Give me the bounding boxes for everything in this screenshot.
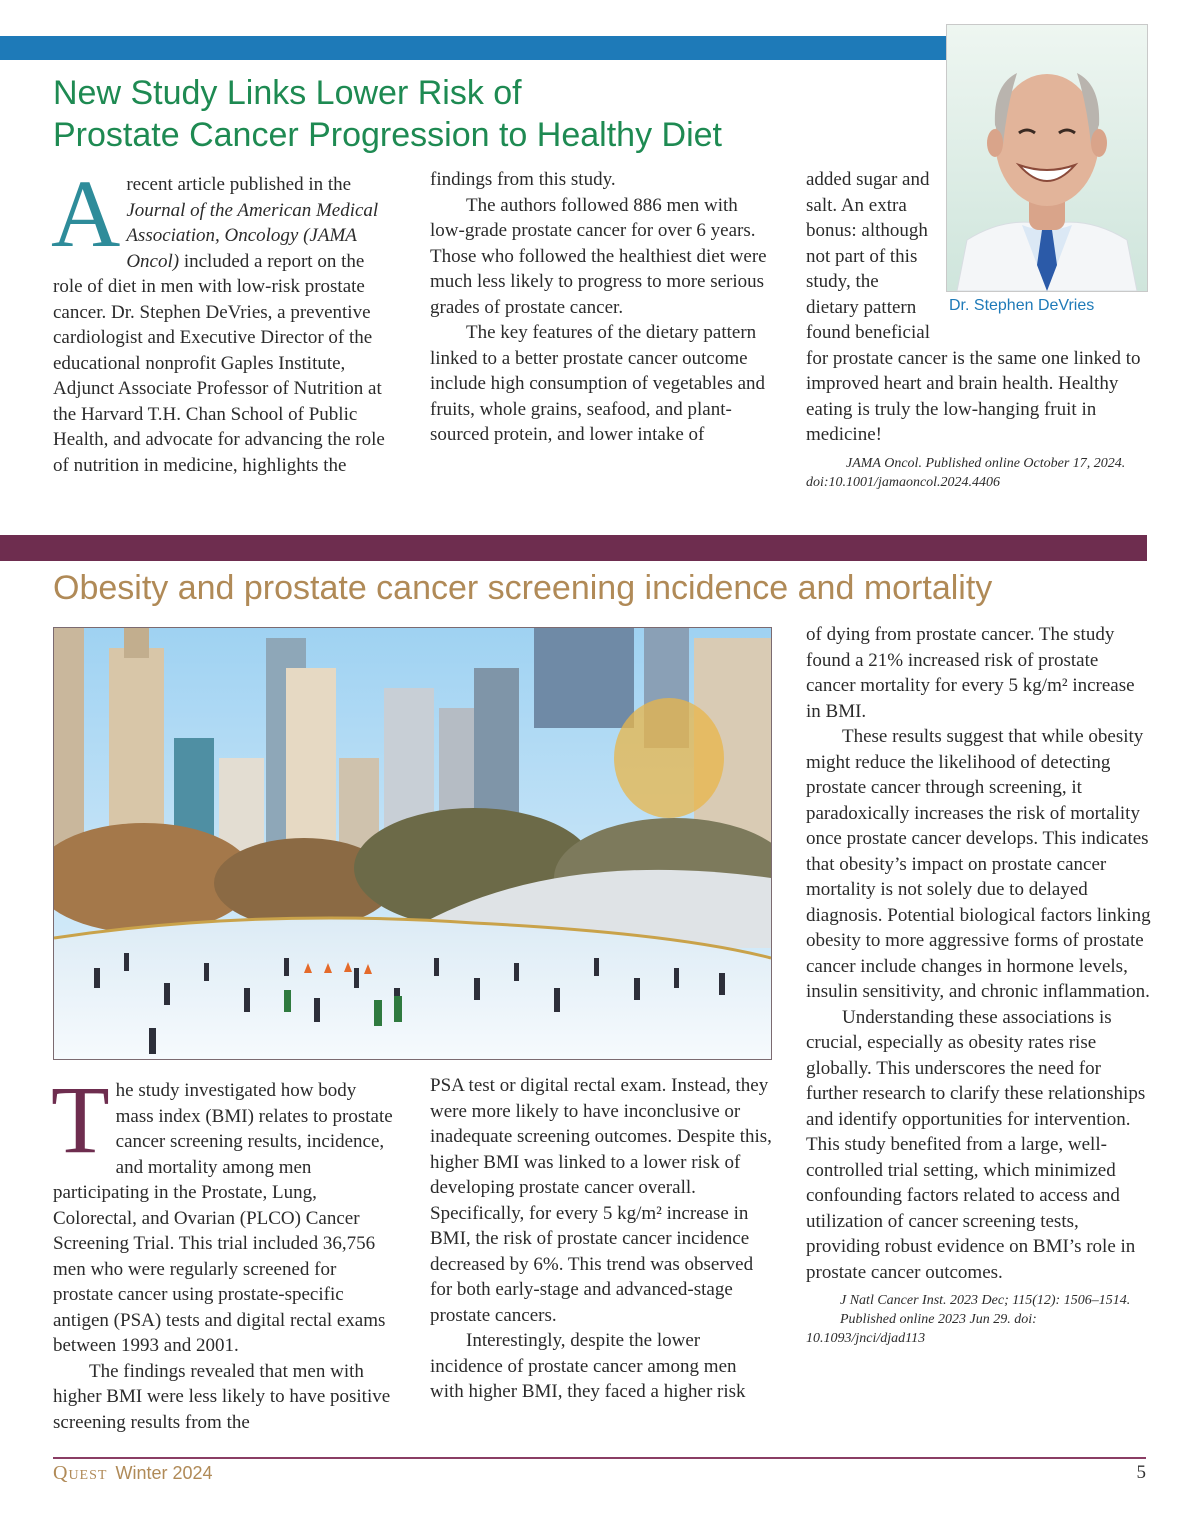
article1-title-line1: New Study Links Lower Risk of	[53, 74, 522, 112]
article2-column-3	[806, 622, 1152, 1348]
article1-col3-paragraph: added sugar and salt. An extra bonus: although not part of this study, the dietary pattern found beneficial for prostate cancer is the same one linked to improved heart and brain health. Healthy eating is truly the low-hanging fruit in medicine!	[806, 169, 1141, 445]
article2-dropcap: T	[51, 1066, 110, 1173]
magazine-name: Quest	[53, 1462, 108, 1484]
issue-season: Winter 2024	[115, 1463, 213, 1483]
article1-column-2	[430, 167, 775, 448]
article2-title: Obesity and prostate cancer screening incidence and mortality	[53, 569, 993, 607]
section-divider-bar	[0, 535, 1147, 561]
skating-rink-illustration	[54, 628, 771, 1059]
article1-column-1	[51, 160, 398, 478]
skating-rink-photo	[53, 627, 772, 1060]
article2-col3-paragraph-2: These results suggest that while obesity might reduce the likelihood of detecting prostate cancer through screening, it paradoxically increases the risk of mortality once prostate cancer develops. This indicates that obesity’s impact on prostate cancer mortality is not solely due to delayed diagnosis. Potential biological factors linking obesity to more aggressive forms of prostate cancer include changes in hormone levels, insulin sensitivity, and chronic inflammation.	[806, 726, 1151, 1002]
footer-rule	[53, 1457, 1146, 1459]
article1-dropcap: A	[51, 160, 121, 267]
article2-column-1	[51, 1066, 398, 1435]
article2-citation-2: Published online 2023 Jun 29. doi: 10.1093/jnci/djad113	[806, 1312, 1037, 1346]
article1-col2-paragraph-2: The authors followed 886 men with low-grade prostate cancer for over 6 years. Those who followed the healthiest diet were much less likely to progress to more serious grades of prostate cancer.	[430, 194, 767, 318]
header-blue-bar	[0, 36, 946, 60]
article1-journal-name: Journal of the American Medical Association, Oncology (JAMA Oncol)	[126, 199, 379, 272]
article1-title-line2: Prostate Cancer Progression to Healthy Diet	[53, 116, 722, 154]
article2-col2-paragraph-2: Interestingly, despite the lower incidence of prostate cancer among men with higher BMI, they faced a higher risk	[430, 1330, 746, 1402]
photo-wrap-spacer	[936, 167, 1146, 345]
article2-col3-paragraph-1: of dying from prostate cancer. The study found a 21% increased risk of prostate cancer mortality for every 5 kg/m² increase in BMI.	[806, 624, 1135, 722]
page-number: 5	[1136, 1462, 1146, 1483]
article1-body-text: included a report on the role of diet in men with low-risk prostate cancer. Dr. Stephen DeVries, a preventive cardiologist and Executive Director of the educational nonprofit Gaples Institute, Adjunct Associate Professor of Nutrition at the Harvard T.H. Chan School of Public Health, and advocate for advancing the role of nutrition in medicine, highlights the	[53, 250, 385, 476]
article2-col2-paragraph-1: PSA test or digital rectal exam. Instead, they were more likely to have inconclusive or inadequate screening outcomes. Despite this, higher BMI was linked to a lower risk of developing prostate cancer overall. Specifically, for every 5 kg/m² increase in BMI, the risk of prostate cancer incidence decreased by 6%. This trend was observed for both early-stage and advanced-stage prostate cancers.	[430, 1075, 772, 1326]
article2-col1-paragraph-2: The findings revealed that men with higher BMI were less likely to have positive screening results from the	[53, 1360, 391, 1433]
article2-column-2	[430, 1073, 775, 1405]
article2-citation-1: J Natl Cancer Inst. 2023 Dec; 115(12): 1506–1514.	[840, 1293, 1131, 1308]
article1-col2-paragraph-1: findings from this study.	[430, 169, 616, 190]
article1-title	[53, 72, 813, 156]
article1-lead-text: recent article published in the	[126, 174, 352, 195]
footer-issue	[53, 1462, 213, 1485]
article1-column-3	[806, 167, 1146, 492]
article1-col2-paragraph-3: The key features of the dietary pattern linked to a better prostate cancer outcome include high consumption of vegetables and fruits, whole grains, seafood, and plant-sourced protein, and lower intake of	[430, 322, 766, 445]
article1-citation: JAMA Oncol. Published online October 17, 2024. doi:10.1001/jamaoncol.2024.4406	[806, 455, 1126, 490]
article2-col3-paragraph-3: Understanding these associations is crucial, especially as obesity rates rise globally. This underscores the need for further research to clarify these relationships and identify opportunities for intervention. This study benefited from a large, well-controlled trial setting, which minimized confounding factors related to access and utilization of cancer screening tests, providing robust evidence on BMI’s role in prostate cancer outcomes.	[806, 1006, 1146, 1283]
photo-caption: Dr. Stephen DeVries	[949, 297, 1095, 314]
article2-col1-paragraph-1: he study investigated how body mass index (BMI) relates to prostate cancer screening results, incidence, and mortality among men participating in the Prostate, Lung, Colorectal, and Ovarian (PLCO) Cancer Screening Trial. This trial included 36,756 men who were regularly screened for prostate cancer using prostate-specific antigen (PSA) tests and digital rectal exams between 1993 and 2001.	[53, 1080, 393, 1356]
